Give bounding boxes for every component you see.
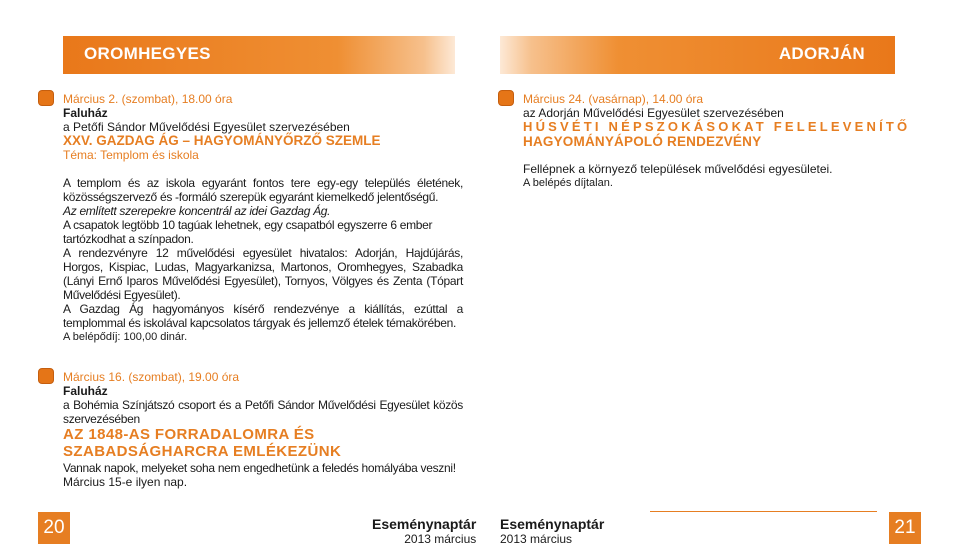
event-title-line2: HAGYOMÁNYÁPOLÓ RENDEZVÉNY [523,134,762,149]
banner-title-left: OROMHEGYES [84,44,211,63]
event-paragraph: A csapatok legtöbb 10 tagúak lehetnek, egy csapatból egyszerre 6 ember tartózkodhat a színpadon. [63,218,433,246]
event-date: Március 24. (vasárnap), 14.00 óra [523,92,704,106]
footer-rule [650,511,877,512]
footer-title: Eseménynaptár [500,516,605,532]
event-marker-icon [38,368,54,384]
footer-title: Eseménynaptár [372,516,477,532]
event-organizer: a Petőfi Sándor Művelődési Egyesület szervezésében [63,120,350,134]
banner-adorjan [500,36,895,74]
event-fee: A belépődíj: 100,00 dinár. [63,331,188,343]
event-paragraph: Vannak napok, melyeket soha nem engedhetünk a feledés homályába veszni! [63,461,456,475]
event-title: AZ 1848-AS FORRADALOMRA ÉS SZABADSÁGHARCRA EMLÉKEZÜNK [63,426,342,460]
page-number-right: 21 [889,512,921,544]
event-adorjan-husvet [523,92,923,190]
event-venue: Faluház [63,106,108,120]
event-subtitle: Téma: Templom és iskola [63,148,199,162]
event-paragraph: Március 15-e ilyen nap. [63,475,188,489]
event-oromhegyes-1848 [63,370,463,489]
event-organizer: az Adorján Művelődési Egyesület szervezésében [523,106,784,120]
event-paragraph: A templom és az iskola egyaránt fontos tere egy-egy település életének, közösségszervező és -formáló szerepük egyaránt kiemelkedő jelentőségű. [63,176,463,204]
event-oromhegyes-gazdag-ag [63,92,463,344]
event-paragraph: Az említett szerepekre koncentrál az idei Gazdag Ág. [63,204,331,218]
footer-left [372,516,476,546]
event-paragraph: A Gazdag Ág hagyományos kísérő rendezvénye a kiállítás, ezúttal a templommal és iskolával kapcsolatos tárgyak és jellemző ételek témakörében. [63,302,463,330]
event-date: Március 2. (szombat), 18.00 óra [63,92,233,106]
event-venue: Faluház [63,384,108,398]
event-organizer: a Bohémia Színjátszó csoport és a Petőfi Sándor Művelődési Egyesület közös szervezésében [63,398,463,426]
footer-right [500,516,604,546]
footer-issue: 2013 március [404,532,477,546]
event-paragraph: A rendezvényre 12 művelődési egyesület hivatalos: Adorján, Hajdújárás, Horgos, Kispiac, Ludas, Magyarkanizsa, Martonos, Oromhegyes, Szabadka (Lányi Ernő Iparos Művelődési Egyesület), Tornyos, Völgyes és Zenta (Tópart Művelődési Egyesület). [63,246,463,302]
event-title: XXV. GAZDAG ÁG – HAGYOMÁNYŐRZŐ SZEMLE [63,133,381,148]
footer-issue: 2013 március [500,532,573,546]
event-title: HÚSVÉTI NÉPSZOKÁSOKAT FELELEVENÍTŐ [523,119,911,134]
event-date: Március 16. (szombat), 19.00 óra [63,370,240,384]
event-paragraph: A belépés díjtalan. [523,177,613,189]
page-number-left: 20 [38,512,70,544]
event-marker-icon [38,90,54,106]
banner-title-right: ADORJÁN [778,44,865,63]
event-paragraph: Fellépnek a környező települések művelődési egyesületei. [523,162,833,176]
event-marker-icon [498,90,514,106]
banner-oromhegyes [63,36,455,74]
